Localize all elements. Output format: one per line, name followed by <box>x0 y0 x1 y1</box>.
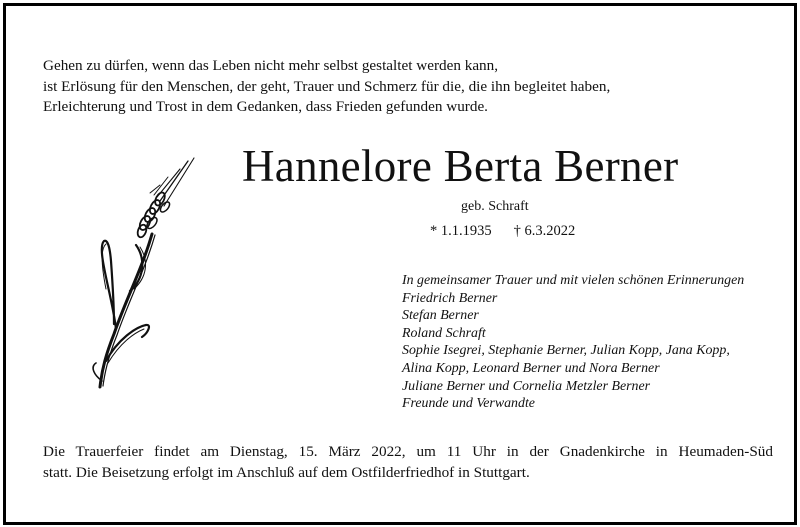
birth-name: geb. Schraft <box>461 199 529 214</box>
mourners-intro: In gemeinsamer Trauer und mit vielen schönen Erinnerungen <box>402 273 745 288</box>
life-dates <box>430 222 575 240</box>
wheat-ear-icon <box>56 149 211 402</box>
memorial-poem <box>43 56 763 118</box>
poem-line: Gehen zu dürfen, wenn das Leben nicht mehr selbst gestaltet werden kann, <box>43 57 499 74</box>
death-date: † 6.3.2022 <box>513 223 576 239</box>
mourner-line: Alina Kopp, Leonard Berner und Nora Berner <box>402 360 660 376</box>
funeral-service-info <box>43 442 773 483</box>
birth-date: * 1.1.1935 <box>430 223 492 239</box>
mourner-line: Friedrich Berner <box>402 290 498 306</box>
service-line: statt. Die Beisetzung erfolgt im Anschluß auf dem Ostfilderfriedhof in Stuttgart. <box>43 463 530 481</box>
poem-line: Erleichterung und Trost in dem Gedanken, dass Frieden gefunden wurde. <box>43 98 488 115</box>
mourners-list <box>402 272 744 413</box>
obituary-notice <box>3 3 797 525</box>
mourner-line: Roland Schraft <box>402 325 486 341</box>
mourner-line: Sophie Isegrei, Stephanie Berner, Julian Kopp, Jana Kopp, <box>402 343 730 359</box>
service-line: Die Trauerfeier findet am Dienstag, 15. März 2022, um 11 Uhr in der Gnadenkirche in Heumaden-Süd <box>43 443 773 460</box>
mourner-line: Stefan Berner <box>402 308 479 324</box>
mourner-line: Juliane Berner und Cornelia Metzler Berner <box>402 378 651 394</box>
mourner-line: Freunde und Verwandte <box>402 396 535 412</box>
poem-line: ist Erlösung für den Menschen, der geht, Trauer und Schmerz für die, die ihn begleitet haben, <box>43 77 611 95</box>
deceased-name: Hannelore Berta Berner <box>242 141 679 191</box>
